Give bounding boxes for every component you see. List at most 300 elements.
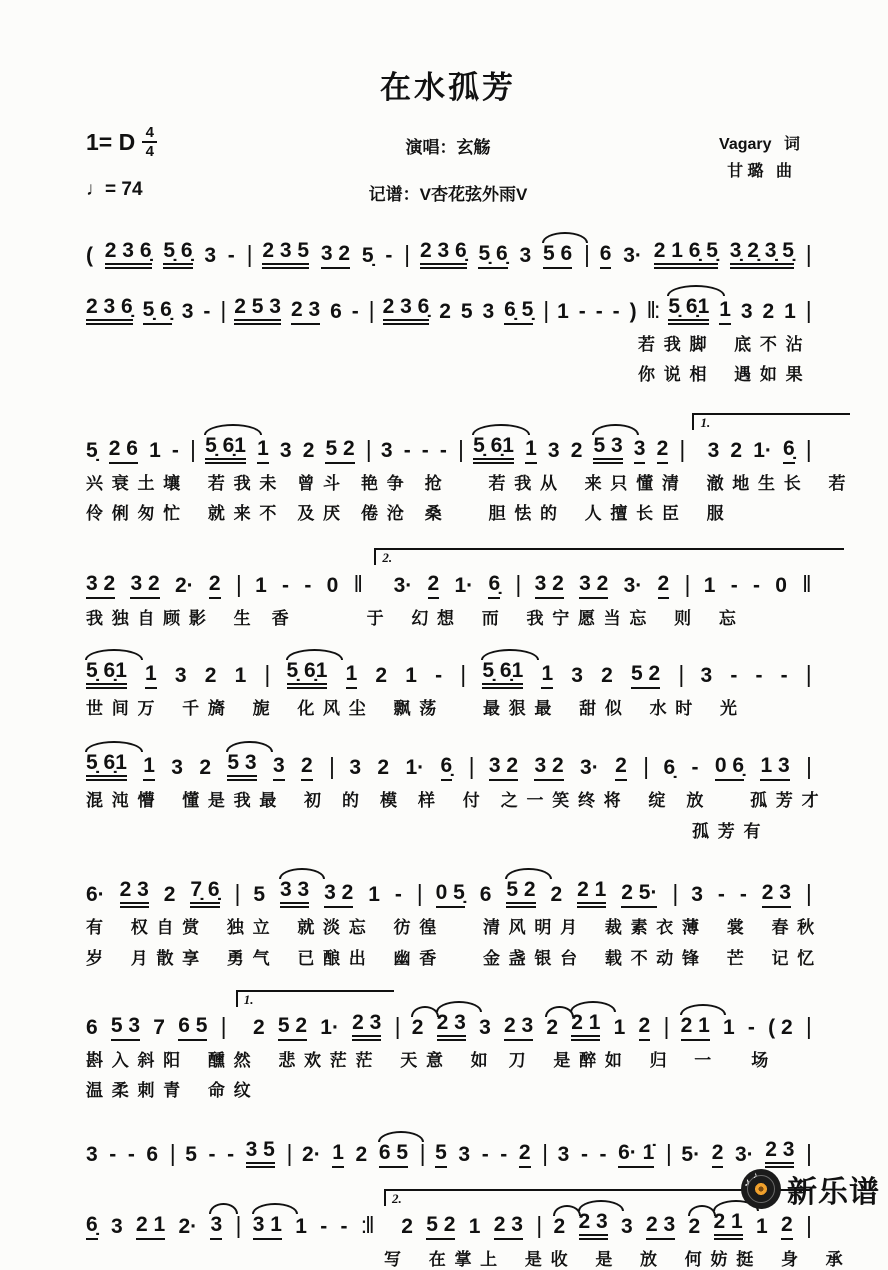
notation-token: 5̣ 6̣1	[482, 660, 523, 689]
notation-token: 2 3	[646, 1214, 675, 1240]
notation-token: 6	[600, 243, 612, 269]
notation-token: 2 3	[504, 1015, 533, 1041]
notation-token: 3·	[623, 244, 642, 267]
notation-token: 3 2	[86, 573, 115, 599]
barline: |	[805, 1211, 810, 1238]
barline: |	[805, 297, 810, 323]
notation-token: 2 3 6̣	[105, 240, 152, 269]
notation-token: 3·	[623, 573, 643, 597]
notation-line	[86, 291, 810, 325]
notation-token: 2	[199, 756, 212, 780]
notation-token: 3̣ 2̣ 3̣ 5̣	[730, 240, 794, 269]
music-system	[86, 1134, 810, 1168]
notation-token: -	[599, 1142, 607, 1166]
site-logo	[741, 1167, 880, 1211]
notation-token: 6̣	[783, 438, 795, 464]
notation-token: 2 3 5	[262, 240, 309, 269]
notation-line	[86, 747, 810, 781]
notation-line	[86, 549, 810, 599]
notation-token: 2	[355, 1142, 368, 1166]
time-signature	[142, 125, 157, 159]
notation-token: 3 2	[534, 755, 563, 781]
music-system	[86, 1190, 845, 1270]
notation-token: 3 3	[280, 879, 309, 908]
notation-token: 1	[719, 299, 731, 325]
notation-token: 3	[458, 1142, 471, 1166]
notation-token: -	[227, 1142, 235, 1166]
notation-token: 5̣ 6̣	[478, 243, 507, 269]
notation-token: 5̣	[361, 244, 374, 267]
notation-token: 2	[553, 1214, 566, 1238]
notation-token: -	[780, 663, 788, 687]
singer-name: 玄觞	[456, 138, 491, 157]
notation-token: -	[578, 300, 586, 323]
notation-token: 3·	[734, 1142, 754, 1166]
barline: |	[515, 570, 520, 597]
notation-token: 0	[775, 573, 787, 597]
notation-token: 5 3	[593, 435, 622, 464]
notation-token: 3 1	[253, 1214, 282, 1240]
notation-token: 2 3	[437, 1012, 466, 1041]
notation-token: 2	[439, 300, 451, 323]
barline: |	[468, 753, 473, 780]
notation-token: 1	[332, 1142, 344, 1168]
notation-token: 3	[707, 438, 720, 462]
composer-line	[715, 158, 804, 185]
key-label: 1= D	[86, 128, 136, 155]
notation-token: -	[208, 1142, 216, 1166]
notation-token: 2	[377, 756, 390, 780]
notation-token: 2	[519, 1142, 531, 1168]
notation-token: 1	[468, 1214, 481, 1238]
music-system	[86, 874, 817, 969]
notation-token: 3	[279, 438, 292, 462]
barline: |	[368, 297, 373, 323]
barline: |	[220, 297, 225, 323]
volta-bracket	[376, 549, 393, 599]
barline: |	[235, 1211, 240, 1238]
lyrics-row: 混 沌 懵 懂 是 我 最 初 的 模 样 付 之 一 笑 终 将 绽 放 孤 芳 才	[86, 791, 821, 811]
barline: |	[805, 880, 810, 907]
notation-token: -	[752, 573, 760, 597]
notation-token: -	[203, 300, 211, 323]
notation-token: 5 6	[543, 243, 572, 269]
notation-token: 2 1	[577, 879, 606, 908]
notation-token: 1	[346, 663, 358, 689]
notation-token: 1	[703, 573, 716, 597]
notation-token: 3	[691, 883, 703, 907]
notation-token: 3	[700, 663, 713, 687]
notation-token: 5 2	[325, 438, 354, 464]
notation-token: 3 2	[324, 882, 353, 908]
notation-token: 2	[209, 573, 221, 599]
notation-token: 2	[163, 883, 176, 907]
notation-token: 2·	[178, 1214, 198, 1238]
notation-token: 1·	[753, 438, 772, 462]
lyrics-row: 我 独 自 顾 影 生 香 于 幻 想 而 我 宁 愿 当 忘 则 忘	[86, 608, 738, 628]
notation-token: -	[351, 300, 359, 323]
notation-token: 2	[401, 1214, 413, 1238]
notation-token: 1	[723, 1015, 735, 1039]
notation-token: 2 3 6̣	[420, 240, 467, 269]
notation-token: 3 2	[535, 573, 564, 599]
notation-token: 1	[541, 663, 553, 689]
notation-token: 3	[110, 1214, 123, 1238]
music-system	[86, 991, 810, 1102]
barline: |	[286, 1139, 291, 1166]
notation-token: 6̣ 5̣	[504, 299, 533, 325]
notation-token: )	[629, 300, 637, 323]
notation-token: -	[385, 244, 393, 267]
barline: :‖	[360, 1211, 373, 1238]
notation-token: 2 3	[579, 1211, 608, 1240]
notation-token: 2	[411, 1015, 424, 1039]
notation-token: 2 3	[291, 299, 320, 325]
notation-token: 5	[185, 1142, 197, 1166]
barline: |	[806, 1139, 810, 1166]
quarter-note-icon: ♩	[86, 179, 105, 200]
notation-token: 5	[460, 300, 473, 323]
notation-token: 3 2	[130, 573, 159, 599]
volta-label: 1.	[692, 413, 850, 430]
notation-token: 2	[639, 1015, 651, 1041]
notation-token: 3	[519, 244, 532, 267]
notation-token: 5 2	[278, 1015, 307, 1041]
lyrics-row: 温 柔 刺 青 命 纹	[86, 1081, 253, 1101]
notation-token: 5 3	[227, 752, 256, 781]
notation-token: 3·	[393, 573, 413, 597]
notation-token: -	[421, 438, 429, 462]
volta-bracket	[238, 991, 254, 1041]
notation-line	[86, 414, 810, 464]
notation-token: 2 3	[352, 1012, 381, 1041]
notation-token: -	[580, 1142, 588, 1166]
notation-token: 3	[571, 663, 583, 687]
score-header	[86, 107, 810, 219]
notation-token: 2 1	[571, 1012, 600, 1041]
notation-token: 2 3 6̣	[86, 296, 133, 325]
barline: |	[805, 660, 810, 687]
notation-token: 6 5	[178, 1015, 207, 1041]
notation-token: 5̣	[86, 438, 98, 462]
notation-token: 2 5 3	[234, 296, 281, 325]
notation-token: 3	[181, 300, 194, 323]
notation-token: 6	[146, 1142, 159, 1166]
notation-token: 2·	[174, 573, 194, 597]
notation-token: 1	[295, 1214, 307, 1238]
notation-token: 2	[688, 1214, 701, 1238]
notation-token: 2	[615, 755, 627, 781]
notation-token: 2 1	[714, 1211, 743, 1240]
logo-text: 新乐谱	[787, 1176, 880, 1209]
barline: |	[583, 241, 588, 267]
lyricist-line	[715, 131, 804, 158]
notation-token: 0 5̣	[436, 882, 465, 908]
notation-token: 3	[634, 438, 646, 464]
notation-token: 2	[375, 663, 388, 687]
notation-token: 7̣ 6̣	[190, 879, 219, 908]
music-system	[86, 549, 810, 629]
notation-token: 3	[547, 438, 560, 462]
notation-token: -	[755, 663, 763, 687]
notation-token: -	[500, 1142, 508, 1166]
volta-bracket	[386, 1190, 402, 1240]
barline: |	[246, 241, 251, 267]
barline: ‖:	[646, 297, 659, 323]
notation-token: 1	[405, 663, 417, 687]
notation-token: 2	[712, 1142, 724, 1168]
notation-token: 5̣ 6̣1	[86, 660, 127, 689]
key-signature	[86, 125, 157, 159]
notation-token: 2	[730, 438, 743, 462]
tempo-value: = 74	[105, 179, 143, 200]
notation-token: 0 6̣	[715, 755, 744, 781]
singer-label: 演唱：	[405, 138, 457, 157]
barline: |	[543, 297, 548, 323]
notation-token: 2	[301, 755, 313, 781]
notation-token: 6	[330, 300, 342, 323]
notation-line	[86, 1134, 810, 1168]
notation-token: 3	[210, 1214, 222, 1240]
barline: |	[805, 435, 810, 462]
notation-token: 2	[781, 1214, 793, 1240]
notation-token: -	[717, 883, 725, 907]
barline: |	[220, 1012, 225, 1039]
notation-token: 3	[171, 756, 183, 780]
notation-token: 6	[86, 1015, 98, 1039]
barline: |	[235, 570, 240, 597]
volta-label: 2.	[384, 1189, 812, 1206]
notation-token: 1	[784, 300, 796, 323]
notation-token: 1	[525, 438, 537, 464]
barline: |	[460, 660, 465, 687]
barline: |	[264, 660, 269, 687]
barline: ‖	[353, 570, 362, 597]
notation-token: 2 6	[109, 438, 138, 464]
barline: |	[458, 435, 462, 462]
barline: |	[663, 1012, 668, 1039]
transcriber-line	[278, 180, 618, 205]
notation-token: -	[481, 1142, 489, 1166]
notation-token: 1	[613, 1015, 626, 1039]
notation-token: 5̣ 6̣1	[473, 435, 514, 464]
time-signature-bottom: 4	[145, 143, 154, 160]
notation-token: -	[435, 663, 443, 687]
notation-token: 2	[570, 438, 583, 462]
notation-token: 1·	[454, 573, 474, 597]
barline: |	[419, 1139, 424, 1166]
notation-token: 5 2	[631, 663, 660, 689]
notation-token: ( 2	[768, 1015, 793, 1039]
notation-token: 3	[557, 1142, 570, 1166]
music-system	[86, 655, 810, 719]
notation-token: 5 2	[506, 879, 535, 908]
notation-token: -	[340, 1214, 348, 1238]
notation-token: 3 2	[579, 573, 608, 599]
notation-token: 2	[658, 573, 670, 599]
notation-token: 5̣ 6̣1	[668, 296, 709, 325]
singer-line	[278, 133, 618, 158]
notation-token: 7	[153, 1015, 165, 1039]
notation-token: 2 1	[136, 1214, 165, 1240]
notation-token: 6· 1̇	[618, 1142, 654, 1168]
notation-token: 2	[601, 663, 613, 687]
notation-token: -	[403, 438, 411, 462]
notation-token: 3 2	[321, 243, 350, 269]
barline: |	[234, 880, 239, 907]
performer-block	[278, 133, 618, 205]
notation-token: -	[439, 438, 447, 462]
notation-token: 1	[257, 438, 269, 464]
notation-token: 3 5	[246, 1139, 275, 1168]
time-signature-top: 4	[145, 124, 154, 141]
notation-token: 1	[557, 300, 569, 323]
barline: |	[665, 1139, 670, 1166]
notation-token: 0	[326, 573, 339, 597]
notation-token: 1	[145, 663, 157, 689]
barline: |	[394, 1012, 399, 1039]
notation-token: 2 3	[762, 882, 791, 908]
notation-token: 1	[143, 755, 155, 781]
credits-block	[715, 131, 804, 185]
notation-token: 5̣ 6̣1	[205, 435, 246, 464]
notation-token: 1	[756, 1214, 768, 1238]
notation-token: 5	[253, 883, 266, 907]
lyrics-row: 孤 芳 有	[692, 821, 763, 841]
notation-token: 5̣ 6̣1	[86, 752, 127, 781]
notation-token: 2	[657, 438, 669, 464]
notation-token: 5̣ 6̣	[163, 240, 192, 269]
song-title: 在水孤芳	[380, 70, 516, 105]
notation-token: 5̣ 6̣1	[287, 660, 328, 689]
barline: |	[536, 1211, 541, 1238]
composer-name: 甘 璐	[727, 163, 764, 181]
notation-token: -	[595, 300, 603, 323]
notation-token: 2 1	[681, 1015, 710, 1041]
barline: |	[805, 1012, 810, 1039]
notation-token: 6̣	[86, 1214, 98, 1240]
notation-line	[86, 655, 810, 689]
notation-token: 2	[302, 438, 315, 462]
notation-token: -	[612, 300, 620, 323]
notation-token: -	[304, 573, 312, 597]
notation-token: 2 3 6̣	[383, 296, 430, 325]
barline: |	[684, 570, 689, 597]
notation-token: 3	[482, 300, 495, 323]
lyrics-row: 岁 月 散 享 勇 气 已 酿 出 幽 香 金 盏 银 台 载 不 动 锋 芒 记 忆	[86, 948, 817, 968]
barline: |	[365, 435, 370, 462]
notation-token: 1	[149, 438, 161, 462]
barline: |	[643, 753, 648, 780]
notation-token: (	[86, 244, 93, 267]
notation-token: 1 3	[760, 755, 789, 781]
lyricist-name: Vagary	[719, 136, 772, 153]
barline: |	[678, 660, 683, 687]
lyrics-row: 有 权 自 赏 独 立 就 淡 忘 彷 徨 清 风 明 月 裁 素 衣 薄 裳 春 秋	[86, 918, 817, 938]
music-note-icon: ♪	[744, 1175, 750, 1189]
notation-token: 6̣	[488, 573, 500, 599]
lyrics-row: 兴 衰 土 壤 若 我 未 曾 斗 艳 争 抢 若 我 从 来 只 懂 清 澈 地 生 长 若	[86, 473, 848, 493]
notation-token: 6	[479, 883, 492, 907]
music-note-icon: ♪	[753, 1170, 758, 1180]
notation-token: -	[730, 663, 738, 687]
notation-token: 2 5·	[621, 882, 657, 908]
notation-token: 3 2	[489, 755, 518, 781]
notation-token: 5·	[681, 1142, 701, 1166]
notation-token: 1	[255, 573, 267, 597]
notation-token: 2	[550, 883, 563, 907]
barline: |	[190, 435, 194, 462]
barline: |	[542, 1139, 547, 1166]
notation-token: 2 3	[120, 879, 149, 908]
lyrics-row: 世 间 万 千 旖 旎 化 风 尘 飘 荡 最 狠 最 甜 似 水 时 光	[86, 698, 740, 718]
notation-token: 6·	[86, 883, 105, 907]
notation-token: 2 3	[765, 1139, 794, 1168]
notation-token: 6 5	[379, 1142, 408, 1168]
notation-line	[86, 874, 810, 908]
notation-token: 1	[368, 883, 380, 907]
tempo-marking	[86, 179, 143, 201]
notation-token: 3	[174, 663, 187, 687]
barline: ‖	[802, 570, 810, 597]
transcriber-label: 记谱：	[368, 185, 420, 204]
volta-bracket	[694, 414, 711, 464]
volta-label: 1.	[236, 990, 394, 1007]
barline: |	[404, 241, 409, 267]
notation-token: 2 1 6̣ 5̣	[654, 240, 718, 269]
notation-token: 2	[204, 663, 217, 687]
notation-token: -	[394, 883, 402, 907]
notation-token: -	[747, 1015, 755, 1039]
barline: |	[805, 241, 810, 267]
notation-token: 3·	[580, 756, 599, 780]
composer-role: 曲	[775, 163, 792, 181]
notation-token: 2	[252, 1015, 265, 1039]
notation-token: 3	[479, 1015, 491, 1039]
lyrics-row: 若 我 脚 底 不 沾	[638, 335, 805, 354]
barline: |	[329, 753, 334, 780]
notation-token: 5̣ 6̣	[143, 299, 172, 325]
notation-token: 5	[435, 1142, 447, 1168]
notation-token: -	[127, 1142, 135, 1166]
music-system	[86, 235, 810, 269]
barline: |	[806, 753, 810, 780]
notation-token: 5 2	[426, 1214, 455, 1240]
music-system	[86, 747, 821, 842]
lyrics-row: 写 在 掌 上 是 收 是 放 何 妨 挺 身 承	[384, 1249, 845, 1269]
notation-token: 6̣	[663, 756, 676, 780]
notation-line	[86, 1190, 810, 1240]
notation-token: -	[227, 244, 235, 267]
notation-token: 2·	[302, 1142, 321, 1166]
lyrics-row: 伶 俐 匆 忙 就 来 不 及 厌 倦 沧 桑 胆 怯 的 人 擅 长 臣 服	[86, 504, 726, 524]
barline: |	[416, 880, 421, 907]
notation-token: -	[171, 438, 179, 462]
notation-token: 3	[204, 244, 216, 267]
notation-token: 1	[234, 663, 247, 687]
barline: |	[672, 880, 677, 907]
lyrics-row: 斟 入 斜 阳 醺 然 悲 欢 茫 茫 天 意 如 刀 是 醉 如 归 一 场	[86, 1050, 771, 1070]
volta-label: 2.	[374, 548, 844, 565]
notation-token: -	[320, 1214, 328, 1238]
lyrics-row: 你 说 相 遇 如 果	[638, 365, 805, 385]
barline: |	[169, 1139, 174, 1166]
transcriber-name: V杏花弦外雨V	[419, 185, 528, 204]
notation-token: 2	[428, 573, 440, 599]
lyricist-role: 词	[783, 136, 800, 153]
notation-line	[86, 991, 810, 1041]
notation-token: 3	[273, 755, 285, 781]
